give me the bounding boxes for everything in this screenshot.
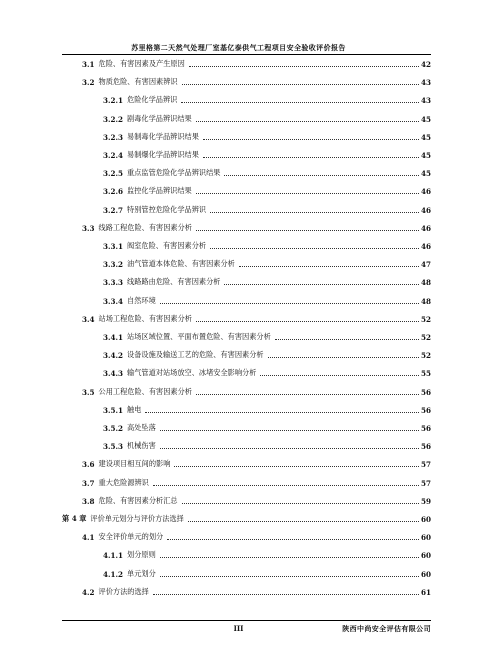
- toc-entry-number: 3.2.4: [103, 151, 124, 160]
- toc-entry-title: 安全评价单元的划分: [98, 532, 164, 542]
- toc-dot-leader: [275, 338, 419, 340]
- toc-dot-leader: [196, 393, 419, 395]
- toc-entry-title: 易制爆化学品辨识结果: [127, 150, 199, 159]
- toc-entry[interactable]: [82, 585, 431, 597]
- toc-entry-page: 46: [420, 223, 431, 233]
- toc-entry-number: 4.1.1: [103, 551, 124, 561]
- toc-entry[interactable]: [103, 130, 431, 142]
- toc-entry-page: 61: [420, 587, 431, 597]
- toc-entry-page: 60: [420, 569, 431, 579]
- toc-entry-number: 3.2.2: [103, 114, 124, 124]
- toc-entry-number: 3.1: [82, 60, 95, 69]
- toc-entry-page: 55: [420, 369, 431, 379]
- toc-entry-page: 43: [420, 96, 431, 106]
- toc-dot-leader: [167, 538, 419, 540]
- toc-entry-page: 43: [420, 78, 431, 88]
- toc-dot-leader: [182, 83, 419, 85]
- toc-entry-page: 60: [420, 533, 431, 543]
- toc-entry[interactable]: [82, 530, 431, 542]
- toc-entry-title: 触电: [127, 404, 142, 414]
- toc-entry-page: 45: [420, 151, 431, 160]
- toc-entry-page: 57: [420, 460, 431, 470]
- toc-entry-number: 3.3: [82, 223, 95, 233]
- toc-entry-title: 站场工程危险、有害因素分析: [98, 313, 192, 323]
- toc-dot-leader: [203, 156, 419, 158]
- toc-dot-leader: [189, 65, 419, 67]
- toc-dot-leader: [196, 320, 419, 322]
- toc-entry[interactable]: [103, 330, 431, 342]
- toc-entry-title: 重点监管危险化学品辨识结果: [127, 168, 221, 178]
- toc-entry-number: 3.2.3: [103, 132, 124, 142]
- toc-dot-leader: [196, 120, 419, 122]
- toc-entry-title: 物质危险、有害因素辨识: [98, 77, 178, 87]
- toc-dot-leader: [160, 556, 419, 558]
- toc-entry[interactable]: [103, 203, 431, 215]
- toc-entry-number: 3.3.3: [103, 278, 124, 288]
- toc-entry-title: 输气管道对站场放空、冰堵安全影响分析: [127, 368, 257, 378]
- toc-entry-page: 56: [420, 442, 431, 452]
- toc-entry-number: 3.5: [82, 387, 95, 397]
- toc-entry-number: 3.5.2: [103, 424, 124, 433]
- toc-dot-leader: [145, 411, 419, 413]
- toc-entry-number: 3.7: [82, 478, 95, 488]
- toc-entry-page: 56: [420, 424, 431, 433]
- toc-dot-leader: [203, 138, 419, 140]
- toc-entry[interactable]: [103, 148, 431, 160]
- toc-entry-number: 3.4: [82, 314, 95, 324]
- toc-entry-title: 线路工程危险、有害因素分析: [98, 222, 192, 232]
- toc-dot-leader: [224, 283, 419, 285]
- toc-entry-title: 阀室危险、有害因素分析: [127, 241, 207, 250]
- toc-entry-title: 站场区域位置、平面布置危险、有害因素分析: [127, 332, 271, 341]
- toc-entry-page: 60: [420, 551, 431, 561]
- toc-entry-page: 56: [420, 387, 431, 397]
- toc-entry-number: 3.5.1: [103, 405, 124, 415]
- toc-entry-page: 52: [420, 351, 431, 361]
- toc-entry-number: 3.8: [82, 496, 95, 506]
- toc-entry-title: 公用工程危险、有害因素分析: [98, 386, 192, 396]
- company-name: 陕西中尚安全评估有限公司: [342, 624, 431, 633]
- toc-entry-page: 45: [420, 114, 431, 124]
- toc-entry-title: 特别管控危险化学品辨识: [127, 204, 207, 214]
- toc-entry-page: 52: [420, 333, 431, 342]
- toc-entry-number: 3.4.3: [103, 369, 124, 379]
- toc-entry-number: 4.1.2: [103, 569, 124, 579]
- toc-entry-page: 56: [420, 405, 431, 415]
- toc-entry[interactable]: [103, 239, 431, 251]
- page-number: III: [233, 624, 244, 633]
- toc-entry-page: 59: [420, 496, 431, 506]
- toc-entry-page: 48: [420, 296, 431, 306]
- toc-entry-page: 46: [420, 187, 431, 197]
- toc-entry-title: 危险、有害因素分析汇总: [98, 495, 178, 505]
- toc-entry-title: 剧毒化学品辨识结果: [127, 113, 192, 123]
- toc-dot-leader: [224, 174, 419, 176]
- toc-entry[interactable]: [82, 312, 431, 324]
- toc-entry-number: 3.3.1: [103, 242, 124, 251]
- toc-entry-title: 划分原则: [127, 550, 156, 560]
- toc-entry-page: 60: [420, 515, 431, 524]
- toc-entry-page: 46: [420, 205, 431, 215]
- toc-entry-page: 42: [420, 60, 431, 69]
- toc-entry[interactable]: [82, 385, 431, 397]
- header-rule: [62, 54, 431, 55]
- toc-entry-title: 危险化学品辨识: [127, 95, 178, 105]
- toc-entry[interactable]: [82, 476, 431, 488]
- toc-dot-leader: [196, 192, 419, 194]
- toc-entry-number: 3.6: [82, 460, 95, 470]
- footer-rule: [62, 620, 431, 621]
- toc-entry-title: 高处坠落: [127, 423, 156, 432]
- toc-dot-leader: [196, 229, 419, 231]
- toc-entry[interactable]: [103, 184, 431, 196]
- toc-entry-title: 建设项目相互间的影响: [98, 459, 171, 469]
- toc-entry[interactable]: [103, 366, 431, 378]
- toc-entry-number: 4.1: [82, 533, 95, 543]
- toc-dot-leader: [160, 302, 419, 304]
- toc-entry-title: 监控化学品辨识结果: [127, 186, 192, 196]
- toc-entry[interactable]: [82, 75, 431, 87]
- toc-entry-page: 47: [420, 260, 431, 270]
- toc-entry-number: 3.4.1: [103, 333, 124, 342]
- toc-entry-title: 自然环境: [127, 295, 156, 305]
- toc-entry[interactable]: [103, 348, 431, 360]
- report-header-title: 苏里格第二天然气处理厂室基亿泰供气工程项目安全验收评价报告: [131, 43, 346, 52]
- toc-entry-number: 3.3.4: [103, 296, 124, 306]
- toc-dot-leader: [239, 265, 419, 267]
- toc-entry-number: 3.4.2: [103, 351, 124, 361]
- toc-entry-number: 3.2.1: [103, 96, 124, 106]
- toc-entry[interactable]: [103, 421, 431, 433]
- toc-dot-leader: [188, 520, 419, 522]
- toc-entry[interactable]: [103, 567, 431, 579]
- toc-entry-title: 易制毒化学品辨识结果: [127, 131, 199, 141]
- toc-entry-title: 机械伤害: [127, 441, 156, 451]
- toc-entry-number: 4.2: [82, 587, 95, 597]
- toc-entry[interactable]: [103, 548, 431, 560]
- toc-entry[interactable]: [82, 57, 431, 69]
- toc-entry-title: 评价方法的选择: [98, 586, 149, 596]
- toc-entry-page: 45: [420, 169, 431, 179]
- toc-entry[interactable]: [103, 275, 431, 287]
- toc-dot-leader: [210, 211, 419, 213]
- toc-entry-number: 3.2.7: [103, 205, 124, 215]
- toc-dot-leader: [160, 447, 419, 449]
- toc-dot-leader: [153, 484, 419, 486]
- toc-dot-leader: [174, 465, 419, 467]
- toc-entry[interactable]: [103, 439, 431, 451]
- toc-entry[interactable]: [103, 257, 431, 269]
- toc-entry-title: 线路路由危险、有害因素分析: [127, 277, 221, 287]
- toc-entry-page: 52: [420, 314, 431, 324]
- toc-dot-leader: [260, 374, 419, 376]
- toc-entry[interactable]: [82, 494, 431, 506]
- toc-entry[interactable]: [103, 403, 431, 415]
- toc-dot-leader: [160, 429, 419, 431]
- toc-entry[interactable]: [82, 457, 431, 469]
- toc-dot-leader: [153, 593, 419, 595]
- toc-entry-title: 评价单元划分与评价方法选择: [90, 514, 184, 523]
- toc-entry-number: 3.2: [82, 78, 95, 88]
- toc-entry-number: 3.5.3: [103, 442, 124, 452]
- toc-entry-title: 单元划分: [127, 568, 156, 578]
- toc-dot-leader: [160, 575, 419, 577]
- toc-entry-page: 48: [420, 278, 431, 288]
- toc-dot-leader: [182, 502, 419, 504]
- toc-dot-leader: [268, 356, 419, 358]
- toc-entry[interactable]: [82, 221, 431, 233]
- toc-entry-number: 3.2.5: [103, 169, 124, 179]
- toc-entry-number: 3.2.6: [103, 187, 124, 197]
- toc-entry-title: 设备设施及输送工艺的危险、有害因素分析: [127, 350, 264, 360]
- toc-entry[interactable]: [103, 166, 431, 178]
- toc-entry[interactable]: [103, 294, 431, 306]
- toc-entry-title: 危险、有害因素及产生原因: [98, 59, 185, 68]
- toc-entry-page: 46: [420, 242, 431, 251]
- toc-entry[interactable]: [62, 512, 431, 524]
- toc-entry-title: 重大危险源辨识: [98, 477, 149, 487]
- toc-entry-page: 45: [420, 132, 431, 142]
- toc-entry-title: 油气管道本体危险、有害因素分析: [127, 259, 235, 269]
- toc-entry[interactable]: [103, 112, 431, 124]
- toc-entry-number: 3.3.2: [103, 260, 124, 270]
- toc-entry[interactable]: [103, 93, 431, 105]
- toc-entry-page: 57: [420, 478, 431, 488]
- toc-dot-leader: [181, 101, 419, 103]
- toc-dot-leader: [210, 247, 419, 249]
- toc-entry-number: 第 4 章: [62, 514, 87, 523]
